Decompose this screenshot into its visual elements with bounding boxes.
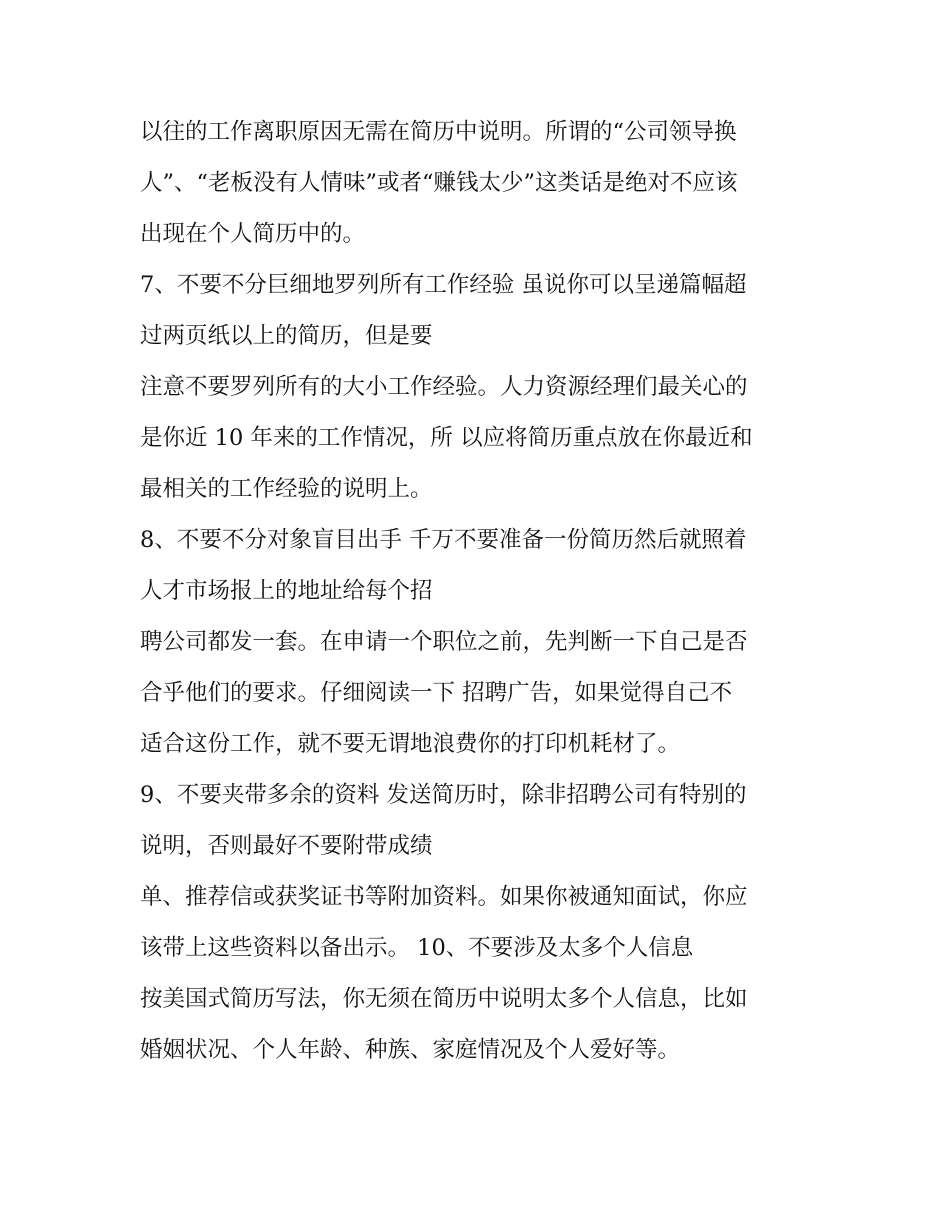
text-line: 8、不要不分对象盲目出手 千万不要准备一份简历然后就照着 [140, 527, 747, 553]
text-line: 注意不要罗列所有的大小工作经验。人力资源经理们最关心的 [140, 374, 748, 400]
text-line: 婚姻状况、个人年龄、种族、家庭情况及个人爱好等。 [140, 1037, 681, 1063]
text-line: 过两页纸以上的简历，但是要 [140, 323, 433, 349]
text-line: 出现在个人简历中的。 [140, 221, 366, 247]
text-line: 9、不要夹带多余的资料 发送简历时，除非招聘公司有特别的 [140, 782, 747, 808]
text-line: 单、推荐信或获奖证书等附加资料。如果你被通知面试，你应 [140, 884, 748, 910]
text-line: 7、不要不分巨细地罗列所有工作经验 虽说你可以呈递篇幅超 [140, 272, 747, 298]
text-line: 说明，否则最好不要附带成绩 [140, 833, 433, 859]
text-line: 最相关的工作经验的说明上。 [140, 476, 433, 502]
text-line: 人”、“老板没有人情味”或者“赚钱太少”这类话是绝对不应该 [140, 170, 738, 196]
document-body [140, 107, 830, 1076]
text-line: 聘公司都发一套。在申请一个职位之前，先判断一下自己是否 [140, 629, 748, 655]
text-line: 以往的工作离职原因无需在简历中说明。所谓的“公司领导换 [140, 119, 737, 145]
text-line: 按美国式简历写法，你无须在简历中说明太多个人信息，比如 [140, 986, 748, 1012]
text-line: 合乎他们的要求。仔细阅读一下 招聘广告，如果觉得自己不 [140, 680, 733, 706]
text-line: 适合这份工作，就不要无谓地浪费你的打印机耗材了。 [140, 731, 681, 757]
text-line: 该带上这些资料以备出示。 10、不要涉及太多个人信息 [140, 935, 694, 961]
text-line: 是你近 10 年来的工作情况，所 以应将简历重点放在你最近和 [140, 425, 753, 451]
text-line: 人才市场报上的地址给每个招 [140, 578, 433, 604]
